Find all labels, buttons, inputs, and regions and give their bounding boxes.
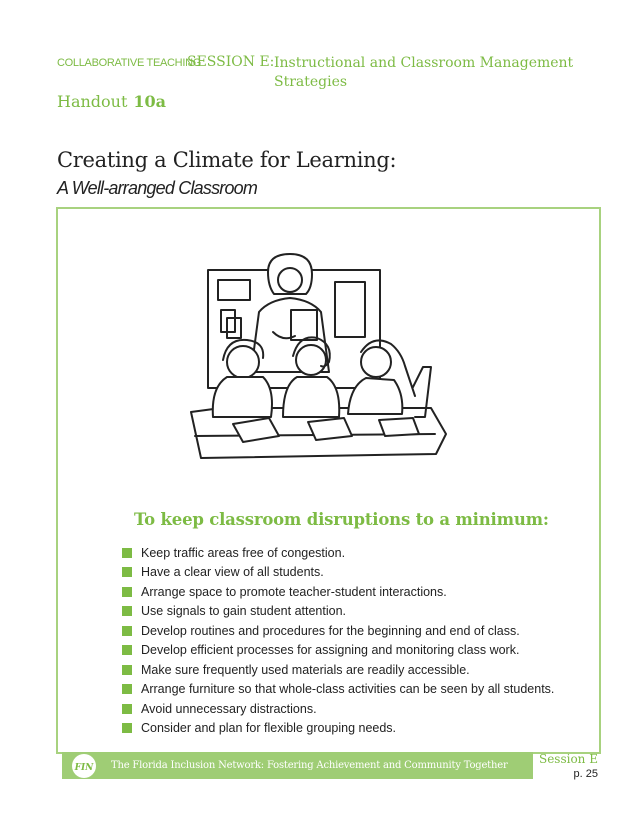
page-subtitle: A Well-arranged Classroom bbox=[57, 178, 258, 198]
bullet-square-icon bbox=[122, 704, 132, 714]
handout-number: 10a bbox=[133, 92, 167, 111]
list-item: Arrange space to promote teacher-student interactions. bbox=[122, 582, 554, 602]
bullet-square-icon bbox=[122, 567, 132, 577]
handout-label bbox=[57, 92, 166, 111]
bullet-square-icon bbox=[122, 626, 132, 636]
session-title: Instructional and Classroom Management Strategies bbox=[274, 55, 574, 90]
page-number: p. 25 bbox=[573, 768, 598, 780]
list-item: Avoid unnecessary distractions. bbox=[122, 699, 554, 719]
list-item: Develop routines and procedures for the beginning and end of class. bbox=[122, 621, 554, 641]
handout-word: Handout bbox=[57, 92, 128, 111]
tips-list bbox=[122, 543, 554, 738]
bullet-square-icon bbox=[122, 723, 132, 733]
list-item: Use signals to gain student attention. bbox=[122, 602, 554, 622]
svg-text:FIN: FIN bbox=[74, 763, 94, 773]
list-item: Make sure frequently used materials are readily accessible. bbox=[122, 660, 554, 680]
list-heading: To keep classroom disruptions to a minimum: bbox=[134, 510, 549, 529]
classroom-illustration-icon bbox=[173, 252, 448, 477]
list-item: Have a clear view of all students. bbox=[122, 563, 554, 583]
bullet-square-icon bbox=[122, 684, 132, 694]
bullet-square-icon bbox=[122, 645, 132, 655]
fin-logo-icon bbox=[71, 753, 97, 779]
list-item: Consider and plan for flexible grouping needs. bbox=[122, 719, 554, 739]
page-title: Creating a Climate for Learning: bbox=[57, 148, 397, 172]
footer-session: Session E bbox=[538, 752, 598, 766]
session-label: SESSION E: bbox=[187, 54, 275, 70]
bullet-square-icon bbox=[122, 548, 132, 558]
bullet-square-icon bbox=[122, 587, 132, 597]
list-item: Arrange furniture so that whole-class activities can be seen by all students. bbox=[122, 680, 554, 700]
footer-text: The Florida Inclusion Network: Fostering Achievement and Community Together bbox=[111, 760, 508, 771]
bullet-square-icon bbox=[122, 606, 132, 616]
bullet-square-icon bbox=[122, 665, 132, 675]
series-label: COLLABORATIVE TEACHING bbox=[57, 57, 201, 69]
list-item: Keep traffic areas free of congestion. bbox=[122, 543, 554, 563]
list-item: Develop efficient processes for assigning and monitoring class work. bbox=[122, 641, 554, 661]
